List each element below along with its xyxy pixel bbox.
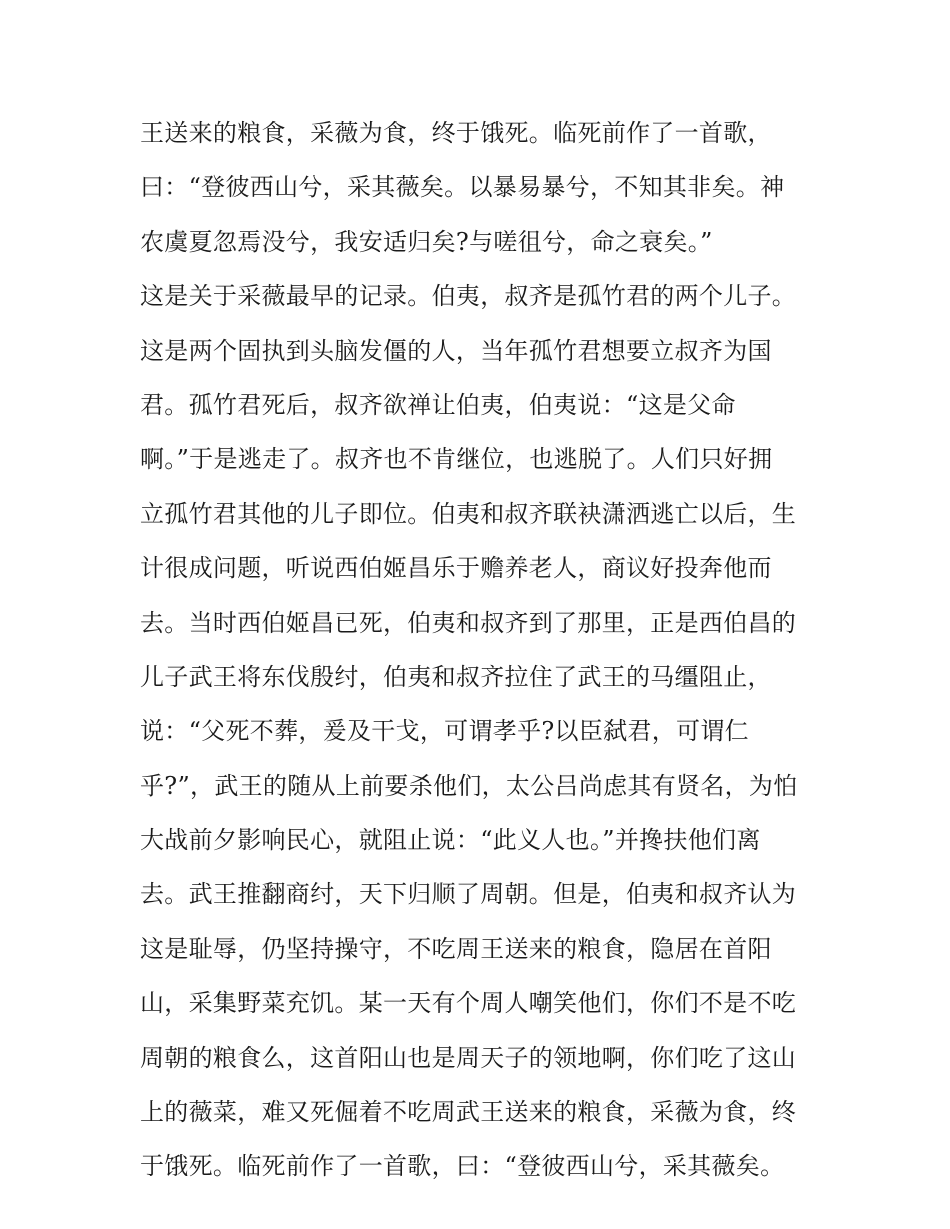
text-line: 啊。”于是逃走了。叔齐也不肯继位，也逃脱了。人们只好拥 [140,445,773,474]
text-line: 曰：“登彼西山兮，采其薇矣。以暴易暴兮，不知其非矣。神 [140,173,785,202]
text-line: 山，采集野菜充饥。某一天有个周人嘲笑他们，你们不是不吃 [140,989,797,1018]
text-line: 去。武王推翻商纣，天下归顺了周朝。但是，伯夷和叔齐认为 [140,880,797,909]
text-line: 去。当时西伯姬昌已死，伯夷和叔齐到了那里，正是西伯昌的 [140,608,797,637]
text-line: 王送来的粮食，采薇为食，终于饿死。临死前作了一首歌， [140,119,772,147]
text-line: 儿子武王将东伐殷纣，伯夷和叔齐拉住了武王的马缰阻止， [140,662,772,691]
text-line: 乎?”，武王的随从上前要杀他们，太公吕尚虑其有贤名，为怕 [140,771,798,800]
text-line: 说：“父死不葬，爰及干戈，可谓孝乎?以臣弑君，可谓仁 [140,717,749,746]
text-line: 这是两个固执到头脑发僵的人，当年孤竹君想要立叔齐为国 [140,336,772,365]
text-line: 立孤竹君其他的儿子即位。伯夷和叔齐联袂潇洒逃亡以后，生 [140,499,797,528]
text-line: 上的薇菜，难又死倔着不吃周武王送来的粮食，采薇为食，终 [140,1098,797,1127]
text-line: 农虞夏忽焉没兮，我安适归矣?与嗟徂兮，命之衰矣。” [140,227,713,256]
text-line: 计很成问题，听说西伯姬昌乐于赡养老人，商议好投奔他而 [140,554,772,583]
text-line: 这是耻辱，仍坚持操守，不吃周王送来的粮食，隐居在首阳 [140,934,772,963]
text-line: 大战前夕影响民心，就阻止说：“此义人也。”并搀扶他们离 [140,826,761,855]
body-text [140,106,830,1194]
text-line: 这是关于采薇最早的记录。伯夷，叔齐是孤竹君的两个儿子。 [140,282,797,311]
text-line: 君。孤竹君死后，叔齐欲禅让伯夷，伯夷说：“这是父命 [140,390,736,419]
text-line: 周朝的粮食么，这首阳山也是周天子的领地啊，你们吃了这山 [140,1043,797,1072]
text-line: 于饿死。临死前作了一首歌，曰：“登彼西山兮，采其薇矣。 [140,1152,785,1181]
